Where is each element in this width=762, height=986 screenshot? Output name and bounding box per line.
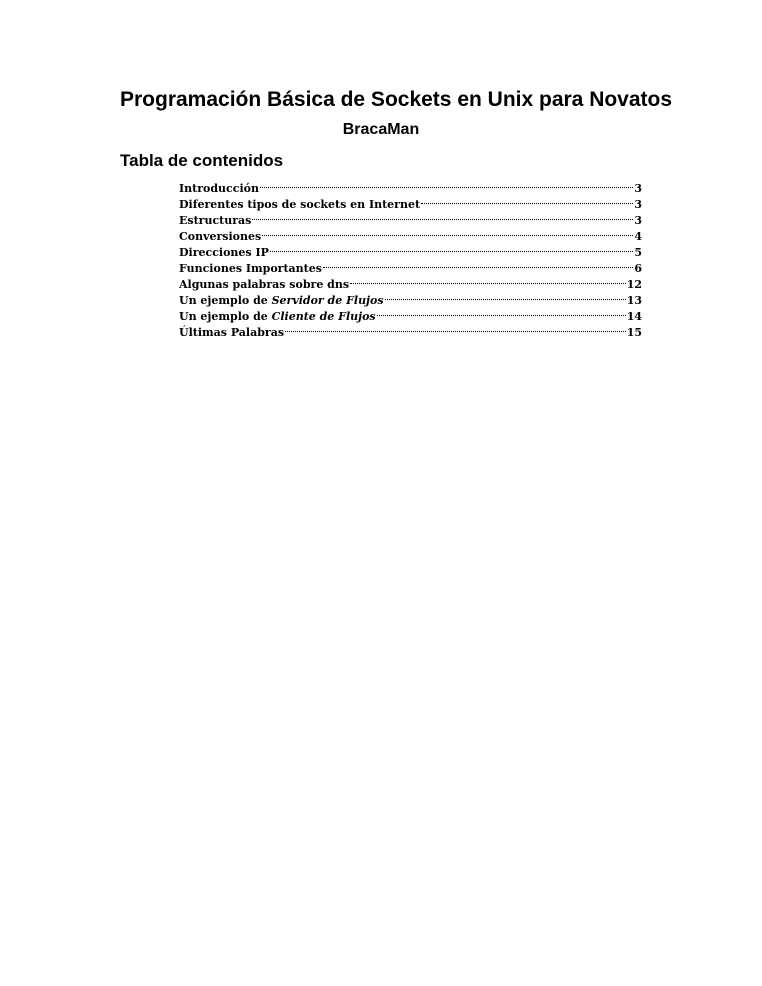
toc-entry-label: Algunas palabras sobre dns [179,278,350,291]
toc-page-number: 5 [634,246,642,259]
toc-entry-emphasis: Cliente de Flujos [271,310,376,323]
toc-leader-dots [285,320,626,336]
toc-page-number: 6 [634,262,642,275]
toc-leader-dots [323,256,633,272]
toc-heading: Tabla de contenidos [120,151,284,170]
document-title: Programación Básica de Sockets en Unix para Novatos [120,88,673,111]
toc-leader-dots [377,304,626,320]
toc-page-number: 3 [634,182,642,195]
toc-entry-emphasis: Servidor de Flujos [271,294,384,307]
toc-leader-dots [350,272,626,288]
toc-leader-dots [385,288,626,304]
toc-page-number: 3 [634,198,642,211]
toc-page-number: 14 [626,310,642,323]
toc-entry-label: Funciones Importantes [179,262,322,275]
toc-leader-dots [421,192,633,208]
toc-leader-dots [262,224,633,240]
toc-leader-dots [270,240,633,256]
toc-entry-label: Conversiones [179,230,262,243]
toc-entry-label: Diferentes tipos de sockets en Internet [179,198,421,211]
toc-page-number: 12 [626,278,642,291]
toc-entry-label: Direcciones IP [179,246,269,259]
document-author: BracaMan [342,121,420,138]
toc-entry-introduccion[interactable] [179,176,642,195]
toc-leader-dots [252,208,633,224]
toc-leader-dots [260,176,633,192]
toc-entry-label: Introducción [179,182,259,195]
toc-entry-label: Estructuras [179,214,252,227]
toc-page-number: 15 [626,326,642,339]
toc-entry-label: Un ejemplo de [179,310,272,323]
toc-page-number: 4 [634,230,642,243]
toc-page-number: 13 [626,294,642,307]
toc-page-number: 3 [634,214,642,227]
toc-entry-label: Últimas Palabras [179,326,285,339]
toc-entry-label: Un ejemplo de [179,294,272,307]
table-of-contents [179,176,642,339]
